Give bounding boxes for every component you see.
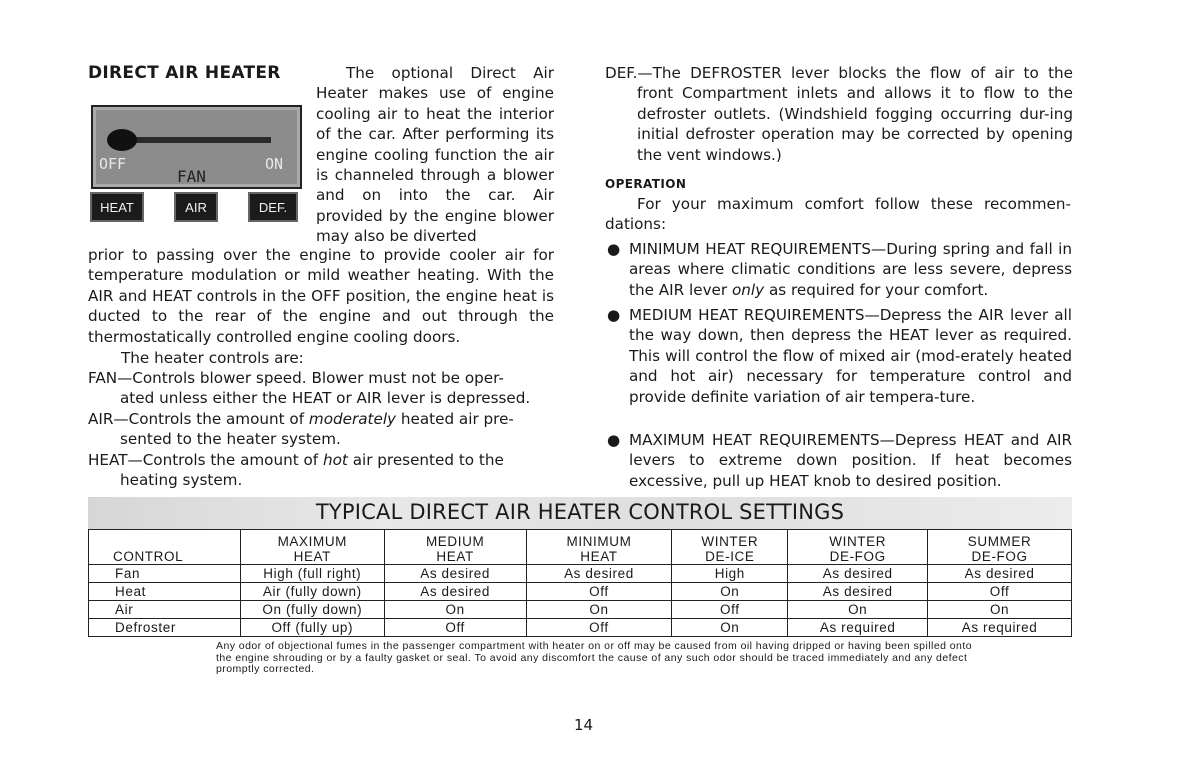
bullet-maximum-heat: ● MAXIMUM HEAT REQUIREMENTS—Depress HEAT and AIR levers to extreme down position. If heat becomes excessive, pull up HEAT knob to desired position. [607, 431, 1072, 490]
table-cell: As required [788, 619, 928, 637]
fan-lever-slot [121, 137, 271, 143]
def-lever-button: DEF. [248, 192, 298, 222]
column-header-minimum-heat: MINIMUM HEAT [526, 530, 672, 565]
table-cell: On [384, 601, 526, 619]
table-cell: On [526, 601, 672, 619]
table-cell: As desired [384, 565, 526, 583]
table-cell: High [672, 565, 788, 583]
control-fan-description: FAN—Controls blower speed. Blower must not be oper- ated unless either the HEAT or AIR lever is depressed. [88, 369, 531, 408]
bullet-minimum-heat: ● MINIMUM HEAT REQUIREMENTS—During spring and fall in areas where climatic conditions are less severe, depress the AIR lever only as required for your comfort. [607, 240, 1072, 299]
table-header-row [89, 530, 1072, 565]
table-row [89, 583, 1072, 601]
table-cell: Off [928, 583, 1072, 601]
table-cell: On [788, 601, 928, 619]
column-header-maximum-heat: MAXIMUM HEAT [240, 530, 384, 565]
table-cell: As desired [526, 565, 672, 583]
heater-control-panel-illustration [88, 95, 308, 235]
control-air-description: AIR—Controls the amount of moderately heated air pre- sented to the heater system. [88, 410, 514, 449]
controls-intro: The heater controls are: [121, 349, 304, 367]
section-heading: DIRECT AIR HEATER [88, 63, 281, 83]
table-cell: As desired [788, 583, 928, 601]
column-header-control: CONTROL [89, 530, 241, 565]
table-cell: Off [672, 601, 788, 619]
row-label: Air [89, 601, 241, 619]
column-header-summer-de-fog: SUMMER DE-FOG [928, 530, 1072, 565]
table-cell: Off [526, 619, 672, 637]
table-row [89, 601, 1072, 619]
control-settings-table [88, 529, 1072, 637]
operation-intro: For your maximum comfort follow these recommen-dations: [605, 195, 1071, 234]
table-row [89, 565, 1072, 583]
table-cell: High (full right) [240, 565, 384, 583]
air-lever-button: AIR [174, 192, 218, 222]
row-label: Fan [89, 565, 241, 583]
page-number: 14 [574, 716, 594, 734]
table-cell: As desired [928, 565, 1072, 583]
table-cell: Off [384, 619, 526, 637]
table-row [89, 619, 1072, 637]
bullet-medium-heat: ● MEDIUM HEAT REQUIREMENTS—Depress the AIR lever all the way down, then depress the HEAT lever as required. This will control the flow of mixed air (mod-erately heated and hot air) necessary for temperature control and provide definite variation of air tempera-ture. [607, 306, 1072, 406]
column-header-medium-heat: MEDIUM HEAT [384, 530, 526, 565]
heat-lever-button: HEAT [90, 192, 144, 222]
table-title: TYPICAL DIRECT AIR HEATER CONTROL SETTINGS [315, 500, 845, 524]
column-header-winter-de-ice: WINTER DE-ICE [672, 530, 788, 565]
panel-fan-label: FAN [177, 167, 206, 186]
row-label: Defroster [89, 619, 241, 637]
panel-on-label: ON [265, 155, 284, 173]
operation-heading: OPERATION [605, 177, 687, 191]
control-panel-face [91, 105, 302, 189]
control-heat-description: HEAT—Controls the amount of hot air presented to the heating system. [88, 451, 504, 490]
fan-knob-icon [107, 129, 137, 151]
table-cell: On [672, 619, 788, 637]
defroster-description: DEF.—The DEFROSTER lever blocks the flow of air to the front Compartment inlets and allows it to flow to the defroster outlets. (Windshield fogging occurring dur-ing initial defroster operation may be corrected by opening the vent windows.) [605, 64, 1073, 164]
intro-paragraph-continued: prior to passing over the engine to provide cooler air for temperature modulation or mild weather heating. With the AIR and HEAT controls in the OFF position, the engine heat is ducted to the rear of the engine and out through the thermostatically controlled engine cooling doors. [88, 246, 554, 346]
table-cell: Air (fully down) [240, 583, 384, 601]
table-cell: On (fully down) [240, 601, 384, 619]
row-label: Heat [89, 583, 241, 601]
table-cell: Off [526, 583, 672, 601]
table-cell: As required [928, 619, 1072, 637]
table-cell: On [672, 583, 788, 601]
table-title-band [88, 497, 1072, 529]
table-cell: On [928, 601, 1072, 619]
table-cell: As desired [384, 583, 526, 601]
panel-off-label: OFF [99, 155, 127, 173]
column-header-winter-de-fog: WINTER DE-FOG [788, 530, 928, 565]
table-cell: As desired [788, 565, 928, 583]
footnote: Any odor of objectional fumes in the passenger compartment with heater on or off may be caused from oil having dripped or having been spilled onto the engine shrouding or by a faulty gasket or seal. To avoid any discomfort the cause of any such odor should be traced immediately and any defect promptly corrected. [216, 640, 972, 675]
intro-paragraph-side: The optional Direct Air Heater makes use of engine cooling air to heat the interior of the car. After performing its engine cooling function the air is channeled through a blower and on into the car. Air provided by the engine blower may also be diverted [316, 64, 554, 246]
table-cell: Off (fully up) [240, 619, 384, 637]
